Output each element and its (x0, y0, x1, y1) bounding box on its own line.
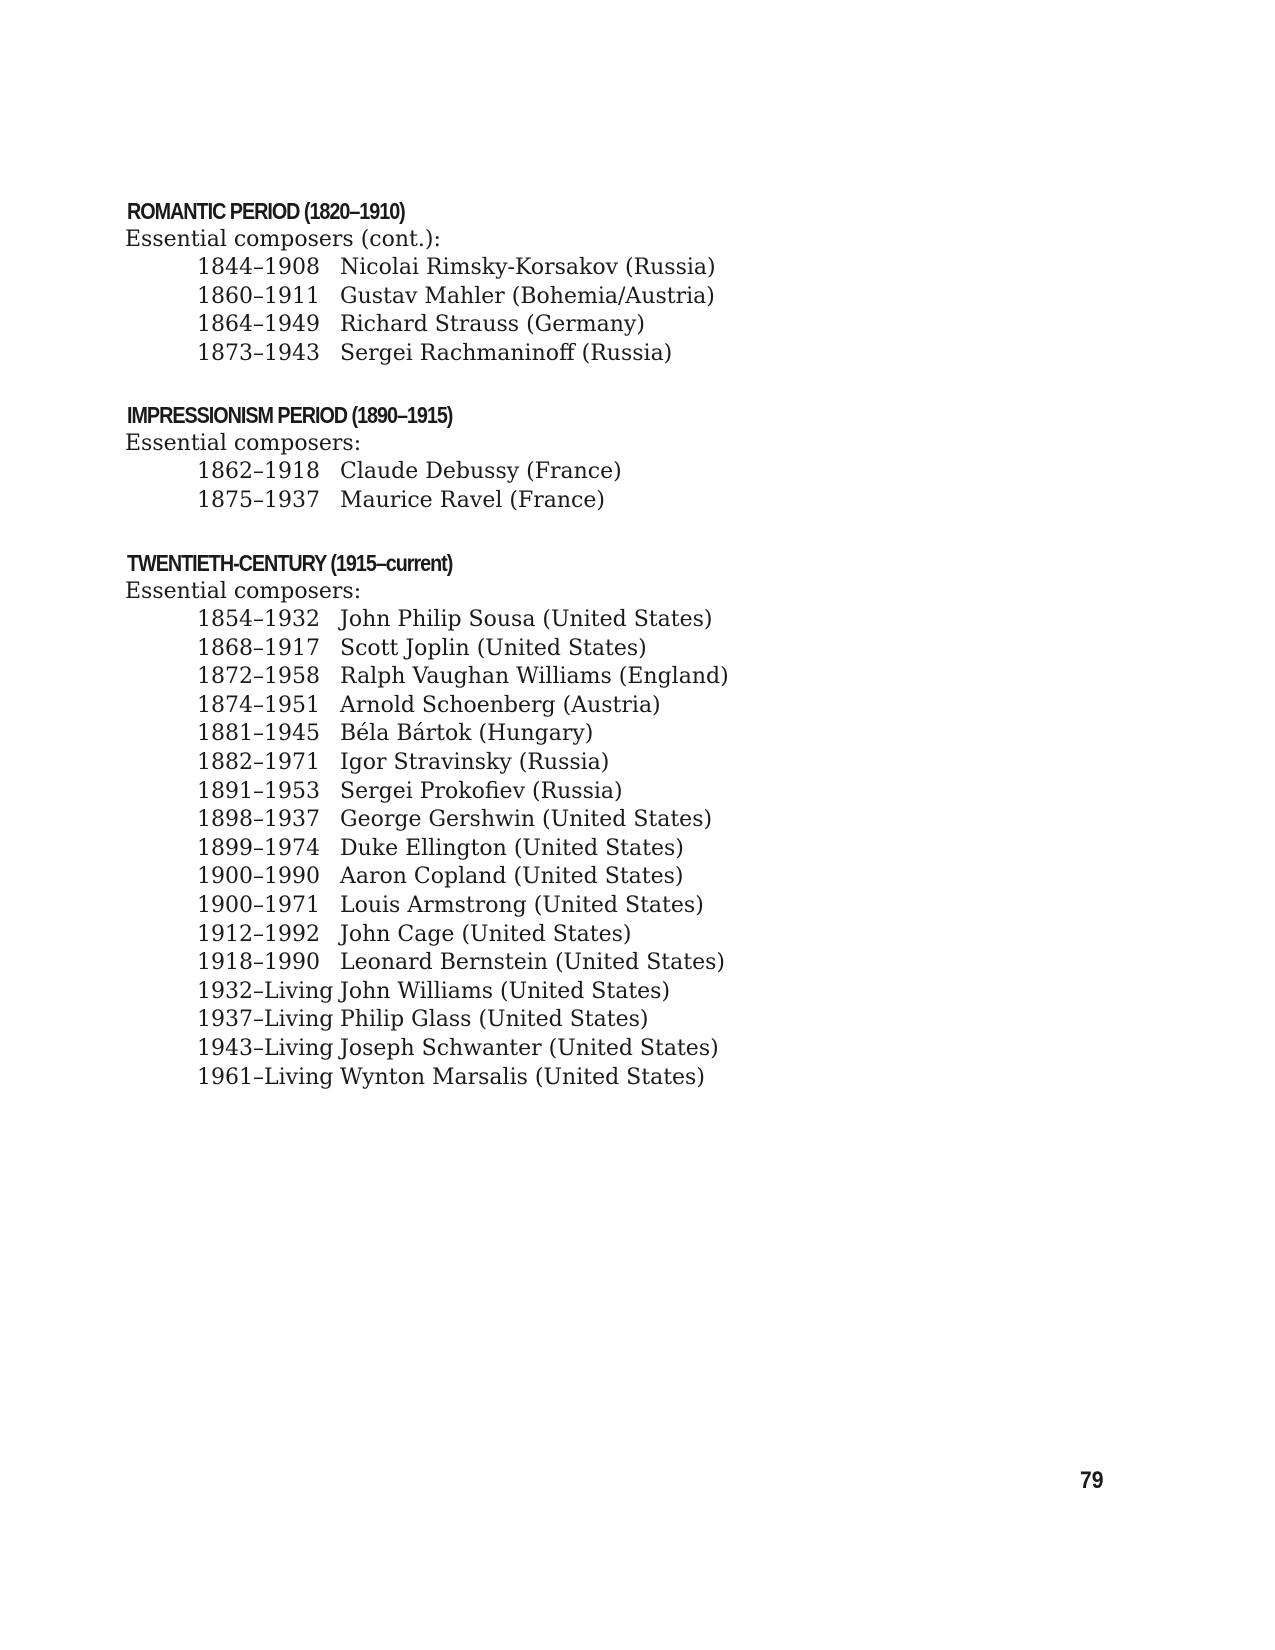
composer-name: John Philip Sousa (United States) (340, 607, 713, 632)
composer-years: 1864–1949 (197, 312, 320, 338)
composer-years: 1900–1971 (197, 892, 320, 918)
composer-years: 1943–Living (197, 1035, 334, 1061)
composer-entry (127, 340, 1027, 369)
composer-years: 1862–1918 (197, 459, 320, 484)
composer-entry (127, 663, 1027, 692)
composer-years: 1937–Living (197, 1007, 334, 1033)
composer-entry (127, 921, 1027, 950)
composer-entry (127, 487, 1027, 516)
composer-years: 1860–1911 (197, 283, 320, 309)
section-romantic-period (127, 196, 1027, 368)
composer-list (127, 254, 1027, 368)
composer-entry (127, 311, 1027, 340)
composer-years: 1882–1971 (197, 749, 320, 775)
composer-entry (127, 806, 1027, 835)
composer-years: 1873–1943 (197, 340, 320, 366)
composer-name: Sergei Rachmaninoff (Russia) (340, 340, 673, 366)
composer-entry (127, 254, 1027, 283)
composer-list (127, 458, 1027, 515)
composer-years: 1918–1990 (197, 950, 320, 976)
composer-name: Gustav Mahler (Bohemia/Austria) (340, 283, 715, 309)
composer-entry (127, 1035, 1027, 1064)
page-number: 79 (1080, 1467, 1104, 1494)
composer-entry (127, 606, 1027, 635)
composer-years: 1898–1937 (197, 807, 320, 833)
composer-name: Sergei Prokofiev (Russia) (340, 778, 623, 804)
composer-years: 1872–1958 (197, 664, 320, 690)
composer-years: 1932–Living (197, 978, 334, 1004)
composer-entry (127, 749, 1027, 778)
composer-name: Leonard Bernstein (United States) (340, 950, 725, 976)
section-subheading: Essential composers (cont.): (125, 227, 441, 252)
composer-name: Claude Debussy (France) (340, 459, 622, 484)
composer-years: 1844–1908 (197, 255, 320, 280)
composer-entry (127, 892, 1027, 921)
composer-name: Louis Armstrong (United States) (340, 892, 704, 918)
composer-years: 1961–Living (197, 1064, 334, 1090)
composer-name: Richard Strauss (Germany) (340, 312, 645, 338)
composer-years: 1891–1953 (197, 778, 320, 804)
section-twentieth-century (127, 548, 1027, 1092)
composer-name: John Cage (United States) (340, 921, 632, 947)
composer-entry (127, 778, 1027, 807)
composer-name: Duke Ellington (United States) (340, 835, 684, 861)
composer-name: Igor Stravinsky (Russia) (340, 749, 610, 775)
composer-years: 1881–1945 (197, 721, 320, 747)
composer-name: Scott Joplin (United States) (340, 635, 647, 661)
section-impressionism-period (127, 400, 1027, 515)
composer-years: 1854–1932 (197, 607, 320, 632)
composer-entry (127, 692, 1027, 721)
composer-entry (127, 720, 1027, 749)
composer-name: Philip Glass (United States) (340, 1007, 649, 1033)
composer-entry (127, 283, 1027, 312)
composer-years: 1900–1990 (197, 864, 320, 890)
composer-name: Arnold Schoenberg (Austria) (340, 692, 661, 718)
composer-name: Ralph Vaughan Williams (England) (340, 664, 729, 690)
section-subheading: Essential composers: (125, 431, 362, 456)
composer-years: 1912–1992 (197, 921, 320, 947)
composer-entry (127, 458, 1027, 487)
composer-years: 1899–1974 (197, 835, 320, 861)
composer-name: Nicolai Rimsky-Korsakov (Russia) (340, 255, 716, 280)
composer-name: George Gershwin (United States) (340, 807, 713, 833)
composer-entry (127, 978, 1027, 1007)
composer-years: 1868–1917 (197, 635, 320, 661)
composer-name: Maurice Ravel (France) (340, 487, 605, 513)
composer-name: Aaron Copland (United States) (340, 864, 684, 890)
section-heading: TWENTIETH-CENTURY (1915–current) (127, 550, 453, 576)
composer-name: John Williams (United States) (340, 978, 671, 1004)
composer-entry (127, 635, 1027, 664)
composer-years: 1874–1951 (197, 692, 320, 718)
composer-entry (127, 863, 1027, 892)
composer-entry (127, 949, 1027, 978)
section-subheading: Essential composers: (125, 579, 362, 604)
section-heading: ROMANTIC PERIOD (1820–1910) (127, 198, 405, 224)
section-heading: IMPRESSIONISM PERIOD (1890–1915) (127, 402, 453, 428)
composer-entry (127, 1064, 1027, 1093)
composer-name: Béla Bártok (Hungary) (340, 721, 594, 747)
composer-name: Joseph Schwanter (United States) (340, 1035, 719, 1061)
composer-entry (127, 835, 1027, 864)
composer-name: Wynton Marsalis (United States) (340, 1064, 705, 1090)
composer-entry (127, 1006, 1027, 1035)
composer-years: 1875–1937 (197, 487, 320, 513)
composer-list (127, 606, 1027, 1092)
